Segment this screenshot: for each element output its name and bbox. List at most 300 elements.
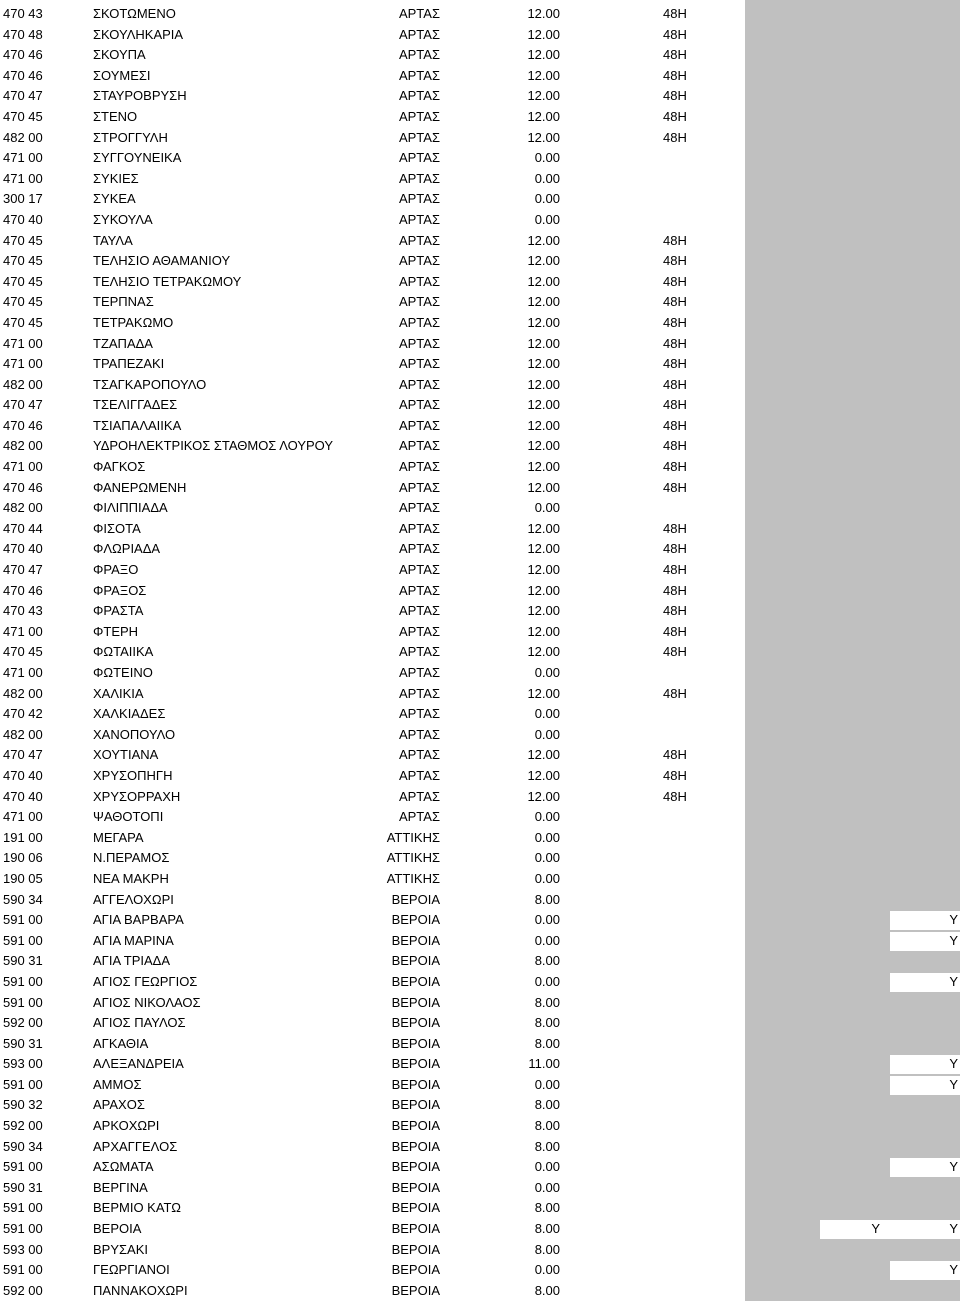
- table-row: [0, 539, 960, 560]
- delivery-time-cell: [663, 189, 723, 210]
- price-cell: 12.00: [527, 108, 560, 124]
- price-cell: 8.00: [534, 1200, 560, 1216]
- flag-cell: [820, 210, 880, 231]
- table-row: [0, 1095, 960, 1116]
- prefecture-cell: ΑΡΤΑΣ: [398, 47, 440, 63]
- flag-cell: [880, 86, 958, 107]
- flag-cell: [880, 148, 958, 169]
- place-name-cell: ΤΕΤΡΑΚΩΜΟ: [93, 314, 174, 330]
- place-name-cell: ΦΩΤΑΙΙΚΑ: [93, 644, 154, 660]
- zip-code-cell: 482 00: [3, 129, 43, 145]
- price-cell: 12.00: [527, 129, 560, 145]
- table-row: [0, 292, 960, 313]
- zip-code-cell: 470 43: [3, 6, 43, 21]
- flag-cell: [880, 807, 958, 828]
- delivery-time-cell: 48H: [663, 644, 687, 660]
- place-name-cell: ΦΤΕΡΗ: [93, 623, 139, 639]
- flag-cell: [820, 704, 880, 725]
- table-row: [0, 334, 960, 355]
- zip-code-cell: 470 46: [3, 47, 43, 63]
- flag-cell: [820, 519, 880, 540]
- zip-code-cell: 591 00: [3, 1200, 43, 1216]
- flag-cell: [820, 1157, 880, 1178]
- zip-code-cell: 470 40: [3, 767, 43, 783]
- flag-cell: [820, 684, 880, 705]
- table-row: [0, 910, 960, 931]
- table-row: [0, 560, 960, 581]
- prefecture-cell: ΒΕΡΟΙΑ: [391, 1076, 440, 1092]
- zip-code-cell: 471 00: [3, 809, 43, 825]
- flag-cell: Y: [949, 912, 958, 928]
- table-row: [0, 457, 960, 478]
- table-row: [0, 416, 960, 437]
- prefecture-cell: ΑΡΤΑΣ: [398, 582, 440, 598]
- flag-cell: [820, 313, 880, 334]
- delivery-time-cell: [663, 663, 723, 684]
- place-name-cell: ΑΡΚΟΧΩΡΙ: [93, 1118, 160, 1134]
- table-row: [0, 478, 960, 499]
- flag-cell: [880, 169, 958, 190]
- prefecture-cell: ΒΕΡΟΙΑ: [391, 1282, 440, 1298]
- flag-cell: [880, 251, 958, 272]
- delivery-time-cell: 48H: [663, 376, 687, 392]
- flag-cell: [880, 1198, 958, 1219]
- price-cell: 0.00: [534, 500, 560, 516]
- place-name-cell: ΣΚΟΥΠΑ: [93, 47, 146, 63]
- table-row: [0, 642, 960, 663]
- flag-cell: [880, 25, 958, 46]
- table-row: [0, 313, 960, 334]
- delivery-time-cell: 48H: [663, 67, 687, 83]
- flag-cell: [880, 622, 958, 643]
- table-row: [0, 519, 960, 540]
- flag-cell: [880, 601, 958, 622]
- place-name-cell: ΑΓΙΑ ΤΡΙΑΔΑ: [93, 953, 171, 969]
- place-name-cell: ΑΓΙΟΣ ΠΑΥΛΟΣ: [93, 1015, 186, 1031]
- flag-cell: [880, 1281, 958, 1301]
- prefecture-cell: ΒΕΡΟΙΑ: [391, 1118, 440, 1134]
- flag-cell: [820, 436, 880, 457]
- prefecture-cell: ΑΡΤΑΣ: [398, 417, 440, 433]
- place-name-cell: ΑΓΙΑ ΒΑΡΒΑΡΑ: [93, 912, 184, 928]
- place-name-cell: ΧΑΛΙΚΙΑ: [93, 685, 144, 701]
- flag-cell: [880, 1178, 958, 1199]
- prefecture-cell: ΑΡΤΑΣ: [398, 788, 440, 804]
- price-cell: 0.00: [534, 1159, 560, 1175]
- flag-cell: [820, 148, 880, 169]
- delivery-time-cell: 48H: [663, 459, 687, 475]
- delivery-time-cell: 48H: [663, 438, 687, 454]
- delivery-time-cell: 48H: [663, 520, 687, 536]
- prefecture-cell: ΒΕΡΟΙΑ: [391, 973, 440, 989]
- flag-cell: [820, 642, 880, 663]
- zip-code-cell: 470 46: [3, 479, 43, 495]
- table-row: [0, 807, 960, 828]
- flag-cell: [880, 539, 958, 560]
- place-name-cell: ΦΡΑΞΟΣ: [93, 582, 147, 598]
- prefecture-cell: ΑΡΤΑΣ: [398, 108, 440, 124]
- flag-cell: [880, 951, 958, 972]
- flag-cell: [820, 972, 880, 993]
- table-row: [0, 375, 960, 396]
- prefecture-cell: ΒΕΡΟΙΑ: [391, 1035, 440, 1051]
- table-row: [0, 1178, 960, 1199]
- delivery-time-cell: 48H: [663, 685, 687, 701]
- prefecture-cell: ΑΡΤΑΣ: [398, 747, 440, 763]
- flag-cell: [880, 107, 958, 128]
- prefecture-cell: ΑΡΤΑΣ: [398, 191, 440, 207]
- flag-cell: [820, 128, 880, 149]
- zip-code-cell: 590 31: [3, 953, 43, 969]
- delivery-time-cell: [663, 1034, 723, 1055]
- prefecture-cell: ΑΡΤΑΣ: [398, 273, 440, 289]
- place-name-cell: ΥΔΡΟΗΛΕΚΤΡΙΚΟΣ ΣΤΑΘΜΟΣ ΛΟΥΡΟΥ: [93, 438, 334, 454]
- price-cell: 0.00: [534, 726, 560, 742]
- price-cell: 0.00: [534, 1179, 560, 1195]
- flag-cell: [820, 828, 880, 849]
- flag-cell: [820, 1013, 880, 1034]
- flag-cell: [820, 25, 880, 46]
- flag-cell: [880, 642, 958, 663]
- delivery-time-cell: [663, 498, 723, 519]
- zip-code-cell: 470 45: [3, 253, 43, 269]
- place-name-cell: ΠΑΝΝΑΚΟΧΩΡΙ: [93, 1282, 188, 1298]
- place-name-cell: ΦΡΑΣΤΑ: [93, 603, 144, 619]
- price-cell: 12.00: [527, 294, 560, 310]
- price-cell: 0.00: [534, 912, 560, 928]
- delivery-time-cell: 48H: [663, 253, 687, 269]
- delivery-time-cell: [663, 169, 723, 190]
- table-row: [0, 1157, 960, 1178]
- prefecture-cell: ΒΕΡΟΙΑ: [391, 953, 440, 969]
- price-cell: 0.00: [534, 150, 560, 166]
- prefecture-cell: ΑΡΤΑΣ: [398, 150, 440, 166]
- flag-cell: [880, 436, 958, 457]
- flag-cell: [880, 313, 958, 334]
- flag-cell: [880, 828, 958, 849]
- zip-code-cell: 590 31: [3, 1179, 43, 1195]
- zip-code-cell: 470 40: [3, 541, 43, 557]
- price-cell: 12.00: [527, 232, 560, 248]
- table-row: [0, 622, 960, 643]
- delivery-time-cell: [663, 1281, 723, 1301]
- prefecture-cell: ΑΡΤΑΣ: [398, 88, 440, 104]
- flag-cell: [880, 457, 958, 478]
- zip-code-cell: 470 47: [3, 562, 43, 578]
- zip-code-cell: 482 00: [3, 376, 43, 392]
- delivery-time-cell: 48H: [663, 294, 687, 310]
- place-name-cell: ΧΟΥΤΙΑΝΑ: [93, 747, 159, 763]
- zip-code-cell: 592 00: [3, 1282, 43, 1298]
- delivery-time-cell: [663, 890, 723, 911]
- place-name-cell: ΑΓΚΑΘΙΑ: [93, 1035, 149, 1051]
- table-row: [0, 86, 960, 107]
- table-row: [0, 45, 960, 66]
- zip-code-cell: 470 40: [3, 211, 43, 227]
- price-cell: 12.00: [527, 47, 560, 63]
- table-row: [0, 1219, 960, 1240]
- price-cell: 12.00: [527, 356, 560, 372]
- table-row: [0, 1013, 960, 1034]
- prefecture-cell: ΑΡΤΑΣ: [398, 170, 440, 186]
- prefecture-cell: ΑΡΤΑΣ: [398, 767, 440, 783]
- zip-code-cell: 482 00: [3, 500, 43, 516]
- flag-cell: [820, 1260, 880, 1281]
- place-name-cell: ΣΤΑΥΡΟΒΡΥΣΗ: [93, 88, 187, 104]
- delivery-time-cell: 48H: [663, 788, 687, 804]
- flag-cell: [820, 86, 880, 107]
- flag-cell: [880, 869, 958, 890]
- flag-cell: [880, 189, 958, 210]
- flag-cell: Y: [949, 1262, 958, 1278]
- delivery-time-cell: [663, 148, 723, 169]
- flag-cell: Y: [871, 1221, 880, 1237]
- table-row: [0, 766, 960, 787]
- prefecture-cell: ΑΡΤΑΣ: [398, 603, 440, 619]
- delivery-time-cell: [663, 1116, 723, 1137]
- price-cell: 0.00: [534, 1076, 560, 1092]
- flag-cell: Y: [949, 1056, 958, 1072]
- prefecture-cell: ΒΕΡΟΙΑ: [391, 1097, 440, 1113]
- table-row: [0, 169, 960, 190]
- price-cell: 8.00: [534, 1221, 560, 1237]
- price-cell: 0.00: [534, 829, 560, 845]
- flag-cell: [820, 189, 880, 210]
- price-cell: 0.00: [534, 665, 560, 680]
- delivery-time-cell: [663, 807, 723, 828]
- zip-code-cell: 470 47: [3, 747, 43, 763]
- zip-code-cell: 482 00: [3, 685, 43, 701]
- place-name-cell: ΦΛΩΡΙΑΔΑ: [93, 541, 161, 557]
- price-cell: 0.00: [534, 850, 560, 866]
- place-name-cell: ΓΕΩΡΓΙΑΝΟΙ: [93, 1262, 170, 1278]
- prefecture-cell: ΑΡΤΑΣ: [398, 623, 440, 639]
- flag-cell: Y: [949, 932, 958, 948]
- price-cell: 8.00: [534, 1282, 560, 1298]
- flag-cell: [820, 66, 880, 87]
- flag-cell: [820, 1240, 880, 1261]
- table-row: [0, 972, 960, 993]
- zip-code-cell: 470 47: [3, 88, 43, 104]
- zip-code-cell: 482 00: [3, 726, 43, 742]
- table-row: [0, 148, 960, 169]
- place-name-cell: ΤΕΡΠΝΑΣ: [93, 294, 154, 310]
- place-name-cell: ΝΕΑ ΜΑΚΡΗ: [93, 870, 169, 886]
- place-name-cell: ΑΓΙΟΣ ΓΕΩΡΓΙΟΣ: [93, 973, 198, 989]
- flag-cell: [820, 766, 880, 787]
- flag-cell: [880, 663, 958, 684]
- price-cell: 8.00: [534, 1118, 560, 1134]
- table-row: [0, 1137, 960, 1158]
- zip-code-cell: 471 00: [3, 356, 43, 372]
- price-cell: 0.00: [534, 191, 560, 207]
- prefecture-cell: ΒΕΡΟΙΑ: [391, 1221, 440, 1237]
- flag-cell: [820, 272, 880, 293]
- place-name-cell: ΦΑΝΕΡΩΜΕΝΗ: [93, 479, 187, 495]
- flag-cell: [820, 395, 880, 416]
- prefecture-cell: ΑΡΤΑΣ: [398, 26, 440, 42]
- place-name-cell: ΒΕΡΟΙΑ: [93, 1221, 142, 1237]
- delivery-time-cell: 48H: [663, 582, 687, 598]
- prefecture-cell: ΑΡΤΑΣ: [398, 520, 440, 536]
- table-row: [0, 601, 960, 622]
- flag-cell: [820, 993, 880, 1014]
- delivery-time-cell: 48H: [663, 562, 687, 578]
- place-name-cell: ΨΑΘΟΤΟΠΙ: [93, 809, 164, 825]
- delivery-time-cell: [663, 704, 723, 725]
- price-cell: 0.00: [534, 932, 560, 948]
- zip-code-cell: 590 34: [3, 891, 43, 907]
- zip-code-cell: 471 00: [3, 459, 43, 475]
- table-row: [0, 931, 960, 952]
- flag-cell: [820, 1034, 880, 1055]
- table-row: [0, 869, 960, 890]
- delivery-time-cell: 48H: [663, 232, 687, 248]
- zip-code-cell: 590 34: [3, 1138, 43, 1154]
- flag-cell: [880, 395, 958, 416]
- prefecture-cell: ΒΕΡΟΙΑ: [391, 1159, 440, 1175]
- table-row: [0, 189, 960, 210]
- zip-code-cell: 470 46: [3, 582, 43, 598]
- delivery-time-cell: [663, 1198, 723, 1219]
- prefecture-cell: ΑΡΤΑΣ: [398, 479, 440, 495]
- flag-cell: [820, 890, 880, 911]
- place-name-cell: ΣΚΟΥΛΗΚΑΡΙΑ: [93, 26, 184, 42]
- place-name-cell: ΑΡΧΑΓΓΕΛΟΣ: [93, 1138, 178, 1154]
- flag-cell: [820, 1095, 880, 1116]
- delivery-time-cell: 48H: [663, 747, 687, 763]
- postal-rate-table: [0, 4, 960, 1301]
- delivery-time-cell: 48H: [663, 108, 687, 124]
- table-row: [0, 684, 960, 705]
- place-name-cell: ΜΕΓΑΡΑ: [93, 829, 144, 845]
- place-name-cell: ΑΜΜΟΣ: [93, 1076, 142, 1092]
- price-cell: 12.00: [527, 88, 560, 104]
- flag-cell: [820, 869, 880, 890]
- table-row: [0, 787, 960, 808]
- delivery-time-cell: [663, 725, 723, 746]
- flag-cell: [820, 601, 880, 622]
- prefecture-cell: ΑΡΤΑΣ: [398, 253, 440, 269]
- price-cell: 8.00: [534, 994, 560, 1010]
- flag-cell: [880, 704, 958, 725]
- delivery-time-cell: 48H: [663, 623, 687, 639]
- prefecture-cell: ΒΕΡΟΙΑ: [391, 912, 440, 928]
- zip-code-cell: 470 40: [3, 788, 43, 804]
- zip-code-cell: 482 00: [3, 438, 43, 454]
- zip-code-cell: 470 45: [3, 232, 43, 248]
- delivery-time-cell: [663, 1178, 723, 1199]
- zip-code-cell: 190 06: [3, 850, 43, 866]
- flag-cell: [880, 375, 958, 396]
- delivery-time-cell: [663, 1075, 723, 1096]
- flag-cell: [820, 1054, 880, 1075]
- zip-code-cell: 591 00: [3, 912, 43, 928]
- price-cell: 8.00: [534, 1015, 560, 1031]
- flag-cell: [820, 663, 880, 684]
- flag-cell: [820, 787, 880, 808]
- price-cell: 11.00: [528, 1056, 560, 1072]
- place-name-cell: ΤΕΛΗΣΙΟ ΤΕΤΡΑΚΩΜΟΥ: [93, 273, 242, 289]
- flag-cell: [820, 581, 880, 602]
- flag-cell: [880, 1116, 958, 1137]
- prefecture-cell: ΑΡΤΑΣ: [398, 232, 440, 248]
- price-cell: 8.00: [534, 953, 560, 969]
- delivery-time-cell: 48H: [663, 356, 687, 372]
- price-cell: 0.00: [534, 809, 560, 825]
- prefecture-cell: ΑΡΤΑΣ: [398, 500, 440, 516]
- prefecture-cell: ΑΤΤΙΚΗΣ: [386, 870, 440, 886]
- table-row: [0, 1240, 960, 1261]
- flag-cell: [820, 251, 880, 272]
- price-cell: 12.00: [527, 644, 560, 660]
- prefecture-cell: ΑΡΤΑΣ: [398, 726, 440, 742]
- delivery-time-cell: 48H: [663, 417, 687, 433]
- prefecture-cell: ΑΡΤΑΣ: [398, 294, 440, 310]
- prefecture-cell: ΑΡΤΑΣ: [398, 562, 440, 578]
- prefecture-cell: ΑΡΤΑΣ: [398, 809, 440, 825]
- zip-code-cell: 471 00: [3, 170, 43, 186]
- price-cell: 12.00: [527, 397, 560, 413]
- zip-code-cell: 191 00: [3, 829, 43, 845]
- flag-cell: [880, 1240, 958, 1261]
- place-name-cell: ΧΡΥΣΟΡΡΑΧΗ: [93, 788, 181, 804]
- flag-cell: [880, 1034, 958, 1055]
- flag-cell: [880, 292, 958, 313]
- price-cell: 12.00: [527, 767, 560, 783]
- delivery-time-cell: 48H: [663, 273, 687, 289]
- table-row: [0, 848, 960, 869]
- price-cell: 12.00: [527, 623, 560, 639]
- place-name-cell: ΑΓΓΕΛΟΧΩΡΙ: [93, 891, 174, 907]
- place-name-cell: ΦΡΑΞΟ: [93, 562, 139, 578]
- flag-cell: [820, 231, 880, 252]
- prefecture-cell: ΒΕΡΟΙΑ: [391, 1262, 440, 1278]
- table-row: [0, 272, 960, 293]
- zip-code-cell: 300 17: [3, 191, 43, 207]
- price-cell: 0.00: [534, 706, 560, 722]
- flag-cell: [820, 745, 880, 766]
- price-cell: 0.00: [534, 1262, 560, 1278]
- delivery-time-cell: [663, 869, 723, 890]
- place-name-cell: ΑΡΑΧΟΣ: [93, 1097, 145, 1113]
- prefecture-cell: ΒΕΡΟΙΑ: [391, 1179, 440, 1195]
- flag-cell: [880, 993, 958, 1014]
- zip-code-cell: 591 00: [3, 994, 43, 1010]
- flag-cell: [880, 210, 958, 231]
- zip-code-cell: 470 47: [3, 397, 43, 413]
- price-cell: 0.00: [534, 211, 560, 227]
- zip-code-cell: 470 45: [3, 273, 43, 289]
- prefecture-cell: ΑΡΤΑΣ: [398, 376, 440, 392]
- table-row: [0, 951, 960, 972]
- delivery-time-cell: [663, 848, 723, 869]
- flag-cell: [880, 1013, 958, 1034]
- flag-cell: [880, 1095, 958, 1116]
- flag-cell: [820, 498, 880, 519]
- prefecture-cell: ΒΕΡΟΙΑ: [391, 1200, 440, 1216]
- flag-cell: Y: [949, 1159, 958, 1175]
- price-cell: 12.00: [527, 376, 560, 392]
- table-row: [0, 828, 960, 849]
- price-cell: 12.00: [527, 26, 560, 42]
- zip-code-cell: 593 00: [3, 1056, 43, 1072]
- flag-cell: [820, 45, 880, 66]
- table-row: [0, 1260, 960, 1281]
- flag-cell: [880, 4, 958, 25]
- prefecture-cell: ΑΡΤΑΣ: [398, 541, 440, 557]
- price-cell: 12.00: [527, 747, 560, 763]
